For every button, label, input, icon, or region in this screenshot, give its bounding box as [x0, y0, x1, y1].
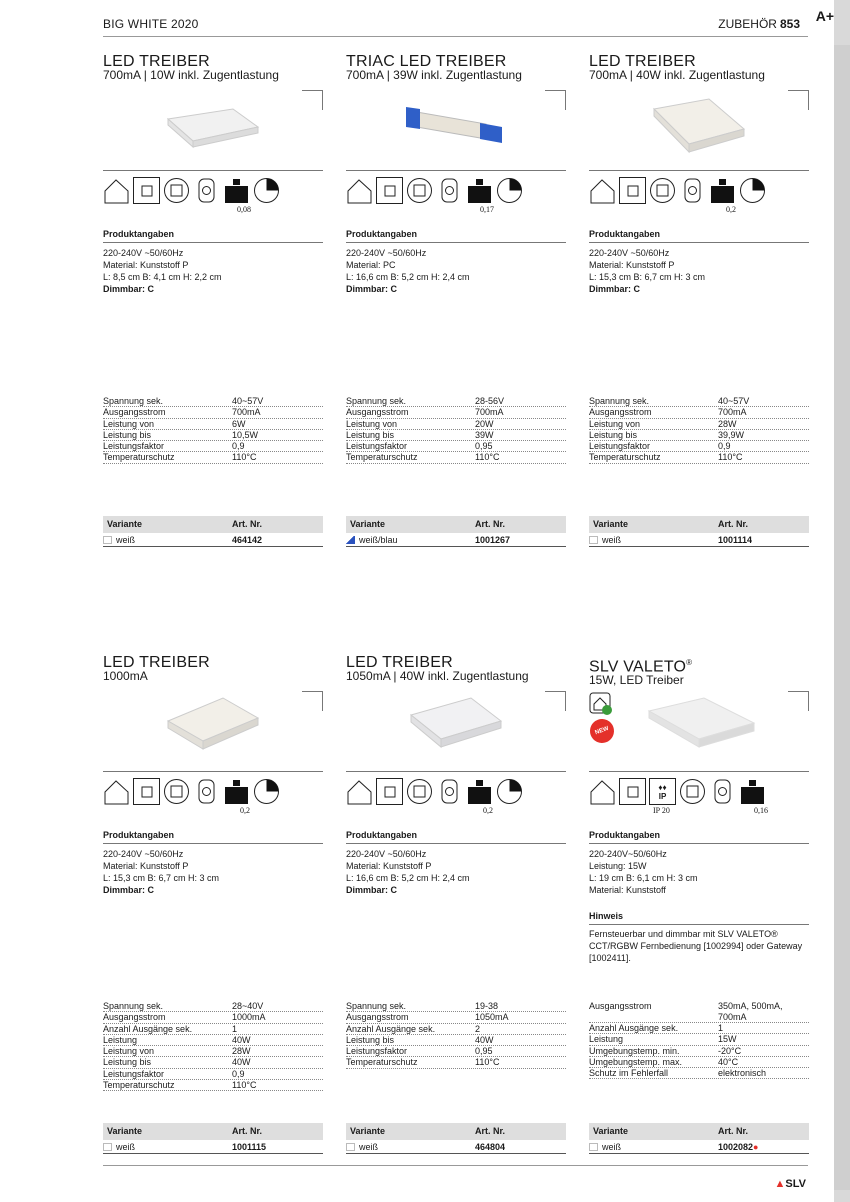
product-card: [589, 53, 809, 545]
spec-line: Leistung: 15W: [589, 861, 647, 871]
spec-lines: [589, 848, 698, 896]
spec-lines: [103, 848, 219, 896]
smart-home-icon: [589, 692, 613, 721]
house-icon: [589, 778, 616, 805]
section-header: [718, 17, 800, 31]
spec-line: 220-240V ~50/60Hz: [589, 248, 670, 258]
table-row: Ausgangsstrom 700mA: [346, 407, 566, 418]
divider: [589, 170, 809, 171]
spec-heading: Produktangaben: [589, 229, 809, 243]
house-icon: [103, 177, 130, 204]
variant-row[interactable]: weiß 464804: [346, 1141, 566, 1154]
spec-line: 220-240V ~50/60Hz: [346, 849, 427, 859]
chapter-tab[interactable]: A+: [815, 8, 834, 24]
round-frame-icon: [649, 177, 676, 204]
house-icon: [346, 177, 373, 204]
ip-rating-icon: ♦♦ IP: [649, 778, 676, 805]
section-name: ZUBEHÖR: [718, 17, 777, 31]
house-icon: [346, 778, 373, 805]
product-title: LED TREIBER: [103, 654, 210, 671]
product-card: [346, 654, 566, 1152]
square-icon: [619, 177, 646, 204]
spec-table: [589, 1001, 809, 1079]
product-subtitle: 1000mA: [103, 669, 148, 683]
spec-heading: Produktangaben: [346, 830, 566, 844]
article-number[interactable]: 1001114: [718, 535, 753, 545]
logo-icon: ▲: [774, 1178, 786, 1190]
table-row: Temperaturschutz 110°C: [103, 1080, 323, 1091]
variant-header: Variante Art. Nr.: [589, 516, 809, 533]
color-swatch: [589, 536, 598, 544]
dimmable-icon: [253, 177, 280, 204]
compare-box-icon[interactable]: [302, 90, 323, 110]
compare-box-icon[interactable]: [788, 691, 809, 711]
table-row: Leistung bis 40W: [103, 1057, 323, 1068]
variant-header: Variante Art. Nr.: [103, 1123, 323, 1140]
article-number[interactable]: 1002082●: [718, 1142, 759, 1152]
table-row: Leistung bis 40W: [346, 1035, 566, 1046]
table-row: Ausgangsstrom 1050mA: [346, 1012, 566, 1023]
spec-lines: [103, 247, 222, 295]
product-subtitle: 15W, LED Treiber: [589, 673, 684, 688]
divider: [103, 170, 323, 171]
icon-row: [346, 778, 523, 805]
variant-row[interactable]: weiß 1002082●: [589, 1141, 809, 1154]
driver-icon: [436, 778, 463, 805]
color-swatch: [346, 1143, 355, 1151]
dimmbar: Dimmbar: C: [103, 885, 155, 895]
icon-row: [589, 778, 766, 805]
spec-lines: [346, 848, 470, 896]
icon-row: [103, 778, 280, 805]
product-image: [163, 99, 263, 159]
spec-heading: Produktangaben: [103, 229, 323, 243]
product-title: SLV VALETO®: [589, 658, 693, 676]
table-row: Temperaturschutz 110°C: [346, 1057, 566, 1068]
color-swatch: [589, 1143, 598, 1151]
spec-heading: Produktangaben: [103, 830, 323, 844]
color-swatch: [103, 1143, 112, 1151]
product-card: [589, 655, 809, 1152]
product-subtitle: 1050mA | 40W inkl. Zugentlastung: [346, 669, 529, 683]
dimmbar: Dimmbar: C: [346, 284, 398, 294]
compare-box-icon[interactable]: [788, 90, 809, 110]
table-row: Spannung sek. 28~40V: [103, 1001, 323, 1012]
square-icon: [133, 177, 160, 204]
dimmable-icon: [253, 778, 280, 805]
table-row: Leistung 15W: [589, 1034, 809, 1045]
catalog-title: BIG WHITE 2020: [103, 17, 199, 31]
round-frame-icon: [679, 778, 706, 805]
spec-line: L: 15,3 cm B: 6,7 cm H: 3 cm: [103, 873, 220, 883]
spec-heading: Produktangaben: [346, 229, 566, 243]
dimmable-icon: [496, 177, 523, 204]
ip-value: IP 20: [653, 806, 670, 815]
variant-row[interactable]: weiß 1001114: [589, 534, 809, 547]
product-image: [406, 693, 506, 763]
spec-line: Material: Kunststoff P: [589, 260, 675, 270]
table-row: Temperaturschutz 110°C: [589, 452, 809, 463]
weight-icon: [223, 177, 250, 204]
divider: [346, 170, 566, 171]
icon-row: [103, 177, 280, 204]
round-frame-icon: [406, 177, 433, 204]
weight-value: 0,2: [240, 806, 250, 815]
product-image: [406, 99, 506, 159]
variant-header: Variante Art. Nr.: [346, 516, 566, 533]
variant-header: Variante Art. Nr.: [103, 516, 323, 533]
product-title: TRIAC LED TREIBER: [346, 53, 507, 70]
variant-header: Variante Art. Nr.: [346, 1123, 566, 1140]
product-subtitle: 700mA | 40W inkl. Zugentlastung: [589, 68, 765, 82]
spec-line: Material: Kunststoff: [589, 885, 666, 895]
compare-box-icon[interactable]: [545, 90, 566, 110]
article-number[interactable]: 464804: [475, 1142, 506, 1152]
divider: [346, 771, 566, 772]
spec-line: L: 15,3 cm B: 6,7 cm H: 3 cm: [589, 272, 706, 282]
table-row: Anzahl Ausgänge sek. 1: [589, 1023, 809, 1034]
table-row: Ausgangsstrom 350mA, 500mA, 700mA: [589, 1001, 809, 1023]
product-subtitle: 700mA | 39W inkl. Zugentlastung: [346, 68, 522, 82]
square-icon: [376, 778, 403, 805]
square-icon: [619, 778, 646, 805]
table-row: Spannung sek. 40~57V: [589, 396, 809, 407]
table-row: Leistungsfaktor 0,9: [103, 1069, 323, 1080]
color-swatch: [346, 536, 355, 544]
weight-icon: [739, 778, 766, 805]
spec-heading: Produktangaben: [589, 830, 809, 844]
table-row: Anzahl Ausgänge sek. 2: [346, 1024, 566, 1035]
driver-icon: [436, 177, 463, 204]
driver-icon: [709, 778, 736, 805]
weight-value: 0,08: [237, 205, 251, 214]
spec-line: Material: Kunststoff P: [346, 861, 432, 871]
spec-line: L: 16,6 cm B: 5,2 cm H: 2,4 cm: [346, 272, 470, 282]
product-title: LED TREIBER: [346, 654, 453, 671]
weight-icon: [466, 177, 493, 204]
article-number[interactable]: 1001267: [475, 535, 511, 545]
spec-table: [346, 1001, 566, 1069]
product-title: LED TREIBER: [103, 53, 210, 70]
spec-line: 220-240V ~50/60Hz: [103, 849, 184, 859]
table-row: Spannung sek. 40~57V: [103, 396, 323, 407]
spec-line: 220-240V~50/60Hz: [589, 849, 667, 859]
variant-row[interactable]: weiß 1001115: [103, 1141, 323, 1154]
spec-line: Material: Kunststoff P: [103, 861, 189, 871]
table-row: Temperaturschutz 110°C: [346, 452, 566, 463]
footer-divider: [103, 1165, 808, 1166]
header-divider: [103, 36, 808, 37]
spec-line: L: 19 cm B: 6,1 cm H: 3 cm: [589, 873, 698, 883]
variant-row[interactable]: weiß 464142: [103, 534, 323, 547]
icon-row: [346, 177, 523, 204]
table-row: Leistung 40W: [103, 1035, 323, 1046]
dimmbar: Dimmbar: C: [589, 284, 641, 294]
weight-value: 0,2: [483, 806, 493, 815]
spec-table: [346, 396, 566, 464]
divider: [103, 771, 323, 772]
driver-icon: [193, 778, 220, 805]
spec-line: 220-240V ~50/60Hz: [346, 248, 427, 258]
table-row: Umgebungstemp. min. -20°C: [589, 1046, 809, 1057]
table-row: Leistung bis 10,5W: [103, 430, 323, 441]
spec-line: L: 16,6 cm B: 5,2 cm H: 2,4 cm: [346, 873, 470, 883]
square-icon: [133, 778, 160, 805]
round-frame-icon: [163, 778, 190, 805]
table-row: Spannung sek. 28-56V: [346, 396, 566, 407]
dimmable-icon: [496, 778, 523, 805]
new-marker-icon: ●: [753, 1142, 759, 1152]
spec-line: L: 8,5 cm B: 4,1 cm H: 2,2 cm: [103, 272, 222, 282]
product-subtitle: 700mA | 10W inkl. Zugentlastung: [103, 68, 279, 82]
table-row: Leistung von 20W: [346, 419, 566, 430]
water-drops-icon: ♦♦: [658, 782, 667, 792]
product-card: [103, 53, 323, 545]
spec-table: [589, 396, 809, 464]
dimmbar: Dimmbar: C: [103, 284, 155, 294]
table-row: Anzahl Ausgänge sek. 1: [103, 1024, 323, 1035]
weight-icon: [709, 177, 736, 204]
table-row: Ausgangsstrom 700mA: [589, 407, 809, 418]
note-heading: Hinweis: [589, 911, 809, 925]
weight-value: 0,2: [726, 205, 736, 214]
table-row: Leistung von 28W: [589, 419, 809, 430]
house-icon: [103, 778, 130, 805]
table-row: Leistungsfaktor 0,9: [103, 441, 323, 452]
spec-line: Material: Kunststoff P: [103, 260, 189, 270]
spec-lines: [346, 247, 470, 295]
house-icon: [589, 177, 616, 204]
dimmbar: Dimmbar: C: [346, 885, 398, 895]
product-card: [103, 654, 323, 1152]
spec-line: Material: PC: [346, 260, 396, 270]
note-text: Fernsteuerbar und dimmbar mit SLV VALETO® CCT/RGBW Fernbedienung [1002994] oder Gateway [1002411].: [589, 929, 803, 963]
product-card: [346, 53, 566, 545]
table-row: Leistung von 28W: [103, 1046, 323, 1057]
table-row: Leistungsfaktor 0,95: [346, 1046, 566, 1057]
table-row: Leistung von 6W: [103, 419, 323, 430]
weight-icon: [223, 778, 250, 805]
compare-box-icon[interactable]: [302, 691, 323, 711]
article-number[interactable]: 1001115: [232, 1142, 267, 1152]
driver-icon: [679, 177, 706, 204]
table-row: Umgebungstemp. max. 40°C: [589, 1057, 809, 1068]
round-frame-icon: [406, 778, 433, 805]
product-image: [649, 94, 749, 164]
spec-table: [103, 1001, 323, 1091]
table-row: Ausgangsstrom 700mA: [103, 407, 323, 418]
icon-row: [589, 177, 766, 204]
weight-value: 0,16: [754, 806, 768, 815]
table-row: Ausgangsstrom 1000mA: [103, 1012, 323, 1023]
table-row: Leistung bis 39,9W: [589, 430, 809, 441]
spec-lines: [589, 247, 705, 295]
variant-header: Variante Art. Nr.: [589, 1123, 809, 1140]
weight-icon: [466, 778, 493, 805]
article-number[interactable]: 464142: [232, 535, 263, 545]
dimmable-icon: [739, 177, 766, 204]
driver-icon: [193, 177, 220, 204]
spec-line: 220-240V ~50/60Hz: [103, 248, 184, 258]
variant-row[interactable]: weiß/blau 1001267: [346, 534, 566, 547]
round-frame-icon: [163, 177, 190, 204]
brand-logo: ▲SLV: [774, 1178, 806, 1190]
divider: [589, 771, 809, 772]
table-row: Leistungsfaktor 0,9: [589, 441, 809, 452]
table-row: Leistungsfaktor 0,95: [346, 441, 566, 452]
product-image: [639, 693, 759, 763]
spec-table: [103, 396, 323, 464]
weight-value: 0,17: [480, 205, 494, 214]
compare-box-icon[interactable]: [545, 691, 566, 711]
table-row: Temperaturschutz 110°C: [103, 452, 323, 463]
product-title: LED TREIBER: [589, 53, 696, 70]
product-image: [163, 693, 263, 763]
table-row: Leistung bis 39W: [346, 430, 566, 441]
side-bar-inner: [834, 45, 850, 1190]
new-badge: NEW: [587, 716, 618, 747]
color-swatch: [103, 536, 112, 544]
table-row: Schutz im Fehlerfall elektronisch: [589, 1068, 809, 1079]
table-row: Spannung sek. 19-38: [346, 1001, 566, 1012]
square-icon: [376, 177, 403, 204]
page-number: 853: [779, 17, 800, 31]
